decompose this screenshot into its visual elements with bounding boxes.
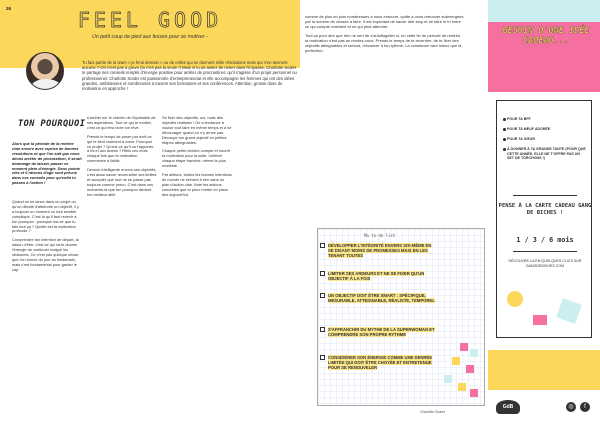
checkbox-icon — [320, 355, 325, 360]
divider — [513, 195, 577, 196]
author-avatar — [26, 52, 64, 90]
paragraph: Se fixer des objectifs, oui, mais des objectifs réalistes ! On a tendance à vouloir tout faire en même temps et à se décourager quand on n'y arrive pas. Découpe ton grand objectif en petites étapes atteignables. — [162, 115, 232, 145]
article-column-1 — [12, 200, 82, 277]
page-title: FEEL GOOD — [77, 8, 223, 32]
decorative-tiles — [440, 339, 480, 399]
ad-bullet: POUR TA SŒUR — [507, 137, 587, 142]
checklist-item: S'AFFRANCHIR DU MYTHE DE LA SUPERWOMAN ET COMPRENDRE SON PROPRE RYTHME — [328, 327, 438, 337]
checklist-item: LIMITER SES ARDEURS ET NE SE FIXER QU'UN OBJECTIF À LA FOIS — [328, 271, 438, 281]
decorative-block — [533, 315, 547, 325]
intro-paragraph: Tu fais partie de la team « je ferai demain » ou de celles qui se donnent mille résolutions mais qui n'en tiennent aucune ? On n'est pas à grave (tu n'es pas la seule !) Mais si tu as assez de rester dans l'impasse, Charlotte Scaler te partage ses conseils remplis d'énergie positive pour arrêter de procrastiner, qu'il s'agisse d'un projet personnel ou professionnel. Charlotte Scaler est passionnée d'entrepreneuriat et elle accompagne les femmes qui ont des idées grandes, ambitieuses et nombreuses à travers ses formations et ses conférences. Attention, grosse dose de motivation en approche ! — [82, 60, 297, 92]
ad-cta-link[interactable]: DÉCOUVRE-LA EN QUELQUES CLICS SUR GANGDEBICHES.COM — [508, 259, 582, 268]
checklist-card — [317, 228, 485, 406]
photo-credit: Charlotte Scaler — [420, 410, 446, 414]
ad-heading: BESOIN D'UNE IDÉE CADEAU... — [502, 26, 590, 46]
gang-de-biches-logo: GdB — [496, 400, 520, 414]
paragraph: Chaque petite victoire compte et nourrit ta motivation pour la suite. Célèbre chaque étape franchie, même la plus modeste. — [162, 148, 230, 169]
instagram-icon[interactable]: ◎ — [566, 402, 576, 412]
checkbox-icon — [320, 293, 325, 298]
paragraph: s'arrêter sur le chemin de l'épuisable de ses aspirations. Tout ce qui te motive, c'est ce qui fera vivre ton rêve. — [87, 115, 156, 130]
ad-bottom-band — [488, 350, 600, 390]
paragraph: Comprendre ton intention de départ, ta raison d'être, c'est ce qui va te donner l'énergie de continuer malgré les obstacles. Ce n'est pas quelque chose que l'on trouve du jour au lendemain, mais c'est fondamental pour garder le cap. — [12, 237, 79, 272]
paragraph: Prends le temps de poser par écrit ce qui te tient vraiment à cœur. Pourquoi ce projet ? Qu'est-ce qu'il va t'apporter, à toi et aux autres ? Relis ces mots chaque fois que la motivation commence à faiblir. — [87, 133, 155, 164]
page-number: 26 — [6, 6, 12, 11]
ad-offer: PENSE À LA CARTE CADEAU GANG DE BICHES ! — [498, 203, 592, 216]
divider — [513, 251, 577, 252]
decorative-circle — [507, 291, 523, 307]
paragraph: Quand on se lance dans un projet ou qu'on décide d'atteindre un objectif, il y a toujours un moment où tout semble compliqué. C'est là qu'il faut revenir à ton pourquoi : pourquoi est-ce que tu fais tout ça ? Quelle est ta motivation profonde ? — [12, 199, 79, 234]
checklist-item: DÉVELOPPER L'INTÉGRITÉ ENVERS SOI-MÊME EN SE DISANT MOINS DE PROMESSES MAIS EN LES TENANT TOUTES — [328, 243, 438, 259]
right-article-text — [305, 14, 465, 57]
article-column-3 — [162, 116, 232, 202]
checkbox-icon — [320, 243, 325, 248]
page-subtitle: Un petit coup de pied aux fesses pour se motiver - — [92, 34, 208, 40]
checklist-item: CONSIDÉRER SON ÉNERGIE COMME UNE DENRÉE LIMITÉE QUI DOIT ÊTRE CHOYÉE ET ENTRETENUE POUR SE RENOUVELER — [328, 355, 438, 371]
paragraph: Devenir intelligente envers ses objectifs, c'est aussi savoir reconnaître ses limites et accepter que tout ne se passe pas toujours comme prévu. C'est dans ces moments-là que ton pourquoi devient ton meilleur allié. — [87, 167, 157, 197]
paragraph: Tout ça pour dire que rien ne sert de s'autoflageller si, en cette fin de période de rentrée, ta motivation n'est pas au rendez-vous. Prends le temps de te recentrer, de te fixer des objectifs atteignables et surtout, d'avancer à ton rythme. La constance vaut mieux que la perfection. — [305, 33, 462, 53]
section-lead: Alors que la période de la rentrée rime encore avec reprise de bonnes résolutions et que l'on sait que nous allons arrêter de procrastiner, il serait dommage de laisser passer ce moment plein d'énergie. Deux points clés et 6 raisons d'agir sont prévus dans ces conseils pour qu'enfin tu passes à l'action ! — [12, 141, 82, 186]
ad-content-box — [496, 100, 592, 338]
ad-bullet: POUR TA BFF — [507, 117, 587, 122]
checkbox-icon — [320, 271, 325, 276]
checkbox-icon — [320, 327, 325, 332]
ad-price: 1 / 3 / 6 mois — [516, 236, 574, 244]
decorative-square — [556, 298, 582, 324]
checklist-heading: Ma to-do list — [364, 233, 396, 238]
article-column-2 — [87, 116, 157, 202]
gift-card-ad — [488, 0, 600, 436]
checklist-item: UN OBJECTIF DOIT ÊTRE SMART : SPÉCIFIQUE, MESURABLE, ATTEIGNABLE, RÉALISTE, TEMPOREL — [328, 293, 438, 303]
facebook-icon[interactable]: f — [580, 402, 590, 412]
section-title: TON POURQUOI — [18, 119, 86, 129]
paragraph: Par ailleurs, toutes les bonnes intentions du monde ne servent à rien sans un plan d'action clair. Note les actions concrètes que tu peux mettre en place dès aujourd'hui. — [162, 172, 232, 197]
paragraph: comme de plus en plus nombreuses à nous entourer, quitte à nous retrouver submergées par la somme de choses à faire. Il est important de savoir dire stop et de faire le tri entre ce qui compte vraiment et ce qui peut attendre. — [305, 14, 464, 29]
ad-bullet: POUR TA MEUF ADORÉE — [507, 127, 587, 132]
ad-bullet: À DONNER À TA GRANDE TANTE (POUR QUE CETTE ANNÉE, ELLE NE T'OFFRE PAS UN SET DE TORCHONS !) — [507, 147, 586, 160]
